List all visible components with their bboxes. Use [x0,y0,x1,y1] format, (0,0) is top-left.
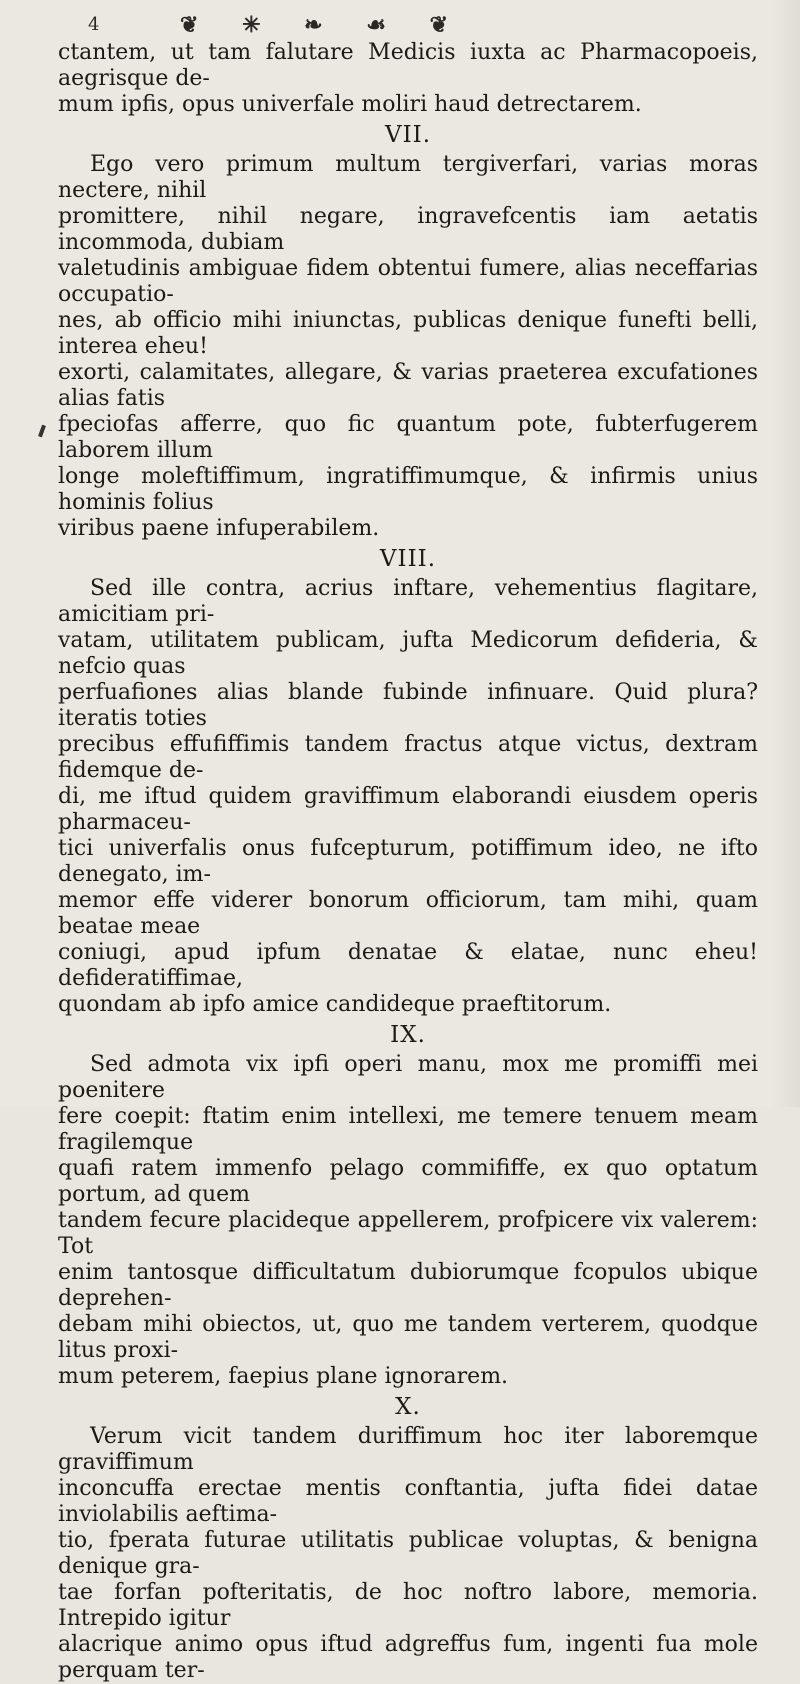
text-line-sec8-2: perfuafiones alias blande fubinde infinuare. Quid plura? iteratis toties [58,680,758,731]
text-line-intro-1: mum ipfis, opus univerfale moliri haud detrectarem. [58,92,642,117]
text-line-sec7-1: promittere, nihil negare, ingravefcentis iam aetatis incommoda, dubiam [58,204,758,255]
text-line-sec10-0: Verum vicit tandem duriffimum hoc iter laboremque graviffimum [58,1424,758,1475]
text-line-sec9-5: debam mihi obiectos, ut, quo me tandem verterem, quodque litus proxi- [58,1312,758,1363]
section-number-sec7: VII. [384,122,432,148]
text-line-sec10-3: tae forfan pofteritatis, de hoc noftro labore, memoria. Intrepido igitur [58,1580,758,1631]
text-line-sec7-4: exorti, calamitates, allegare, & varias praeterea excufationes alias fatis [58,360,758,411]
text-line-sec8-0: Sed ille contra, acrius inftare, vehementius flagitare, amicitiam pri- [58,576,758,627]
text-line-sec8-7: coniugi, apud ipfum denatae & elatae, nunc eheu! defideratiffimae, [58,940,758,991]
text-line-sec9-1: fere coepit: ftatim enim intellexi, me temere tenuem meam fragilemque [58,1104,758,1155]
text-line-sec9-2: quafi ratem immenfo pelago commififfe, ex quo optatum portum, ad quem [58,1156,758,1207]
page-mark: 4 [88,14,100,35]
text-line-sec7-2: valetudinis ambiguae fidem obtentui fumere, alias neceffarias occupatio- [58,256,758,307]
text-line-sec9-6: mum peterem, faepius plane ignorarem. [58,1364,509,1389]
text-line-sec9-4: enim tantosque difficultatum dubiorumque fcopulos ubique deprehen- [58,1260,758,1311]
text-line-sec8-3: precibus effufiffimis tandem fractus atque victus, dextram fidemque de- [58,732,758,783]
margin-mark [38,425,46,438]
text-line-sec8-5: tici univerfalis onus fufcepturum, potiffimum ideo, ne ifto denegato, im- [58,836,758,887]
text-line-sec10-4: alacrique animo opus iftud adgreffus fum, ingenti fua mole perquam ter- [58,1632,758,1683]
text-line-sec9-3: tandem fecure placideque appellerem, profpicere vix valerem: Tot [58,1208,758,1259]
text-line-sec8-6: memor effe viderer bonorum officiorum, tam mihi, quam beatae meae [58,888,758,939]
text-line-sec7-6: longe moleftiffimum, ingratiffimumque, & infirmis unius hominis folius [58,464,758,515]
section-number-sec9: IX. [390,1022,426,1048]
text-line-sec10-2: tio, fperata futurae utilitatis publicae voluptas, & benigna denique gra- [58,1528,758,1579]
text-line-sec10-1: inconcuffa erectae mentis conftantia, jufta fidei datae inviolabilis aeftima- [58,1476,758,1527]
text-line-sec9-0: Sed admota vix ipfi operi manu, mox me promiffi mei poenitere [58,1052,758,1103]
text-line-sec7-5: fpeciofas afferre, quo fic quantum pote, fubterfugerem laborem illum [58,412,758,463]
text-line-sec7-0: Ego vero primum multum tergiverfari, varias moras nectere, nihil [58,152,758,203]
text-line-sec7-3: nes, ab officio mihi iniunctas, publicas denique funefti belli, interea eheu! [58,308,758,359]
section-number-sec10: X. [395,1394,421,1420]
text-line-sec8-4: di, me iftud quidem graviffimum elaborandi eiusdem operis pharmaceu- [58,784,758,835]
page-edge-shadow [770,0,800,1107]
body-text [58,40,758,1684]
text-line-intro-0: ctantem, ut tam falutare Medicis iuxta ac Pharmacopoeis, aegrisque de- [58,40,758,91]
header-ornament: ❦ ✳ ❧ ☙ ❦ [180,12,467,38]
text-line-sec8-8: quondam ab ipfo amice candideque praeftitorum. [58,992,612,1017]
section-number-sec8: VIII. [379,546,437,572]
text-line-sec8-1: vatam, utilitatem publicam, jufta Medicorum defideria, & nefcio quas [58,628,758,679]
text-line-sec7-7: viribus paene infuperabilem. [58,516,380,541]
